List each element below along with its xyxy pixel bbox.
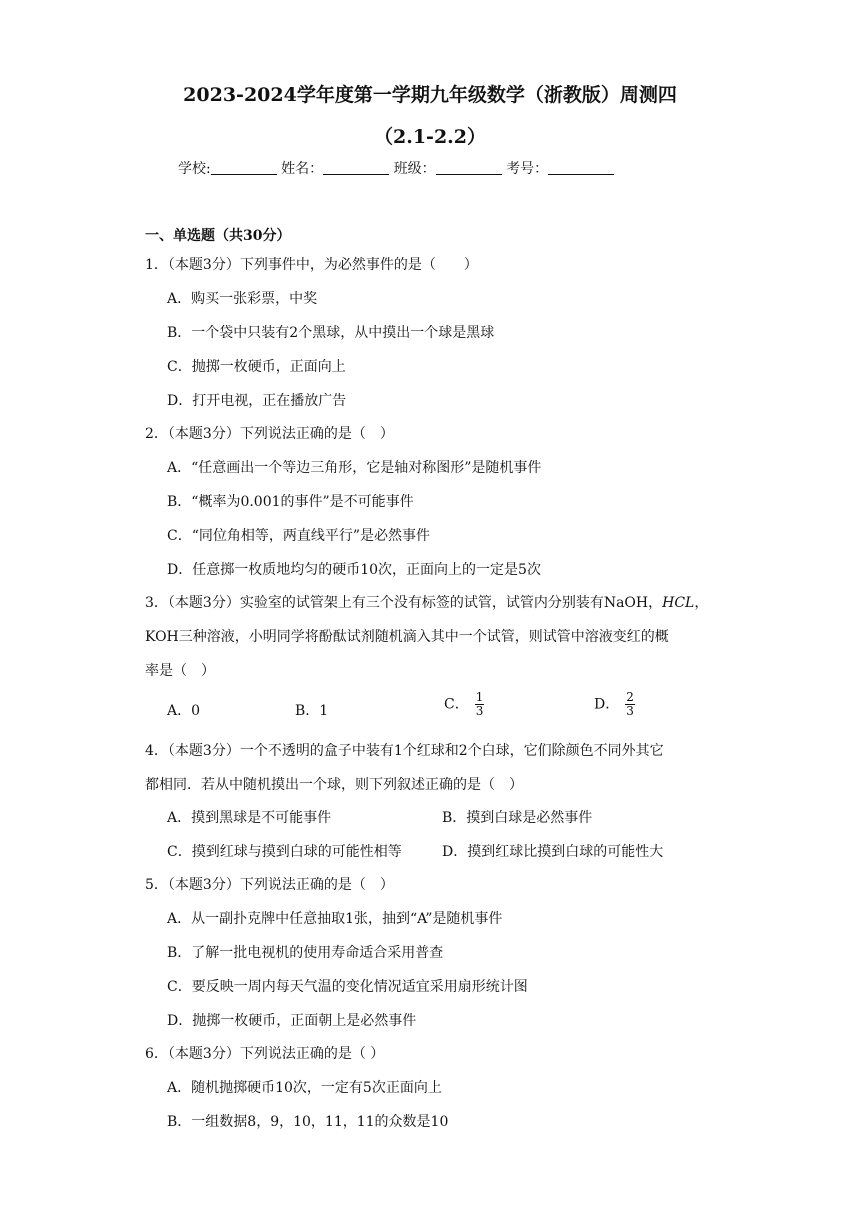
page-title: 2023-2024学年度第一学期九年级数学（浙教版）周测四 [183,84,677,106]
class-label: 班级： [393,161,436,177]
fraction-denominator: 3 [475,704,484,718]
name-blank[interactable] [323,160,389,175]
question-4-option-d: D．摸到红球比摸到白球的可能性大 [442,844,664,860]
question-1-option-b: B．一个袋中只装有2个黑球，从中摸出一个球是黑球 [167,325,495,341]
question-3-stem-line2: KOH三种溶液，小明同学将酚酞试剂随机滴入其中一个试管，则试管中溶液变红的概 [145,629,669,645]
section-heading: 一、单选题（共30分） [145,228,291,244]
school-blank[interactable] [211,160,277,175]
question-1-stem: 1．（本题3分）下列事件中，为必然事件的是（ ） [145,257,478,273]
question-2-stem: 2．（本题3分）下列说法正确的是（ ） [145,426,394,442]
question-2-option-d: D．任意掷一枚质地均匀的硬币10次，正面向上的一定是5次 [167,562,541,578]
question-3-option-c-fraction [475,691,485,718]
name-label: 姓名： [281,161,324,177]
question-6-option-a: A．随机抛掷硬币10次，一定有5次正面向上 [167,1080,442,1096]
question-6-option-b: B．一组数据8，9，10，11，11的众数是10 [167,1114,449,1130]
question-5-option-c: C．要反映一周内每天气温的变化情况适宜采用扇形统计图 [167,979,528,995]
fraction-denominator: 3 [626,704,634,718]
page-subtitle: （2.1-2.2） [374,126,486,148]
question-1-option-d: D．打开电视，正在播放广告 [167,393,347,409]
question-1-option-c: C．抛掷一枚硬币，正面向上 [167,359,346,375]
fraction-numerator: 1 [475,690,484,704]
question-3-stem-part1: 3．（本题3分）实验室的试管架上有三个没有标签的试管，试管内分别装有NaOH， [145,595,663,611]
question-3-option-d-fraction [625,691,635,718]
question-4-stem-line1: 4．（本题3分）一个不透明的盒子中装有1个红球和2个白球，它们除颜色不同外其它 [145,743,664,759]
question-3-option-d-label: D． [594,696,620,713]
class-blank[interactable] [436,160,502,175]
question-2-option-c: C．“同位角相等，两直线平行”是必然事件 [167,528,431,544]
question-5-stem: 5．（本题3分）下列说法正确的是（ ） [145,877,394,893]
question-4-option-b: B．摸到白球是必然事件 [442,810,593,826]
question-3-option-a: A．0 [167,703,201,719]
question-2-option-a: A．“任意画出一个等边三角形，它是轴对称图形”是随机事件 [167,460,542,476]
question-1-option-a: A．购买一张彩票，中奖 [167,291,318,307]
question-2-option-b: B．“概率为0.001的事件”是不可能事件 [167,494,414,510]
exam-number-blank[interactable] [548,160,614,175]
question-4-stem-line2: 都相同．若从中随机摸出一个球，则下列叙述正确的是（ ） [145,777,523,793]
question-3-stem-line3: 率是（ ） [145,663,215,679]
question-5-option-d: D．抛掷一枚硬币，正面朝上是必然事件 [167,1013,417,1029]
question-3-option-b: B．1 [295,703,329,719]
exam-number-label: 考号： [506,161,549,177]
question-4-option-c: C．摸到红球与摸到白球的可能性相等 [167,844,402,860]
question-3-option-d [594,691,635,718]
student-info-row [178,158,614,178]
question-3-stem-hcl: HCL [662,595,695,611]
question-6-stem: 6．（本题3分）下列说法正确的是（ ） [145,1046,385,1062]
fraction-numerator: 2 [626,690,634,704]
question-3-option-c-label: C． [444,696,469,713]
question-3-stem-line1 [145,592,708,612]
question-5-option-b: B．了解一批电视机的使用寿命适合采用普查 [167,945,444,961]
question-4-option-a: A．摸到黑球是不可能事件 [167,810,332,826]
school-label: 学校: [178,161,211,177]
question-3-option-c [444,691,484,718]
question-5-option-a: A．从一副扑克牌中任意抽取1张，抽到“A”是随机事件 [167,911,503,927]
question-3-stem-part3: ， [694,595,709,611]
